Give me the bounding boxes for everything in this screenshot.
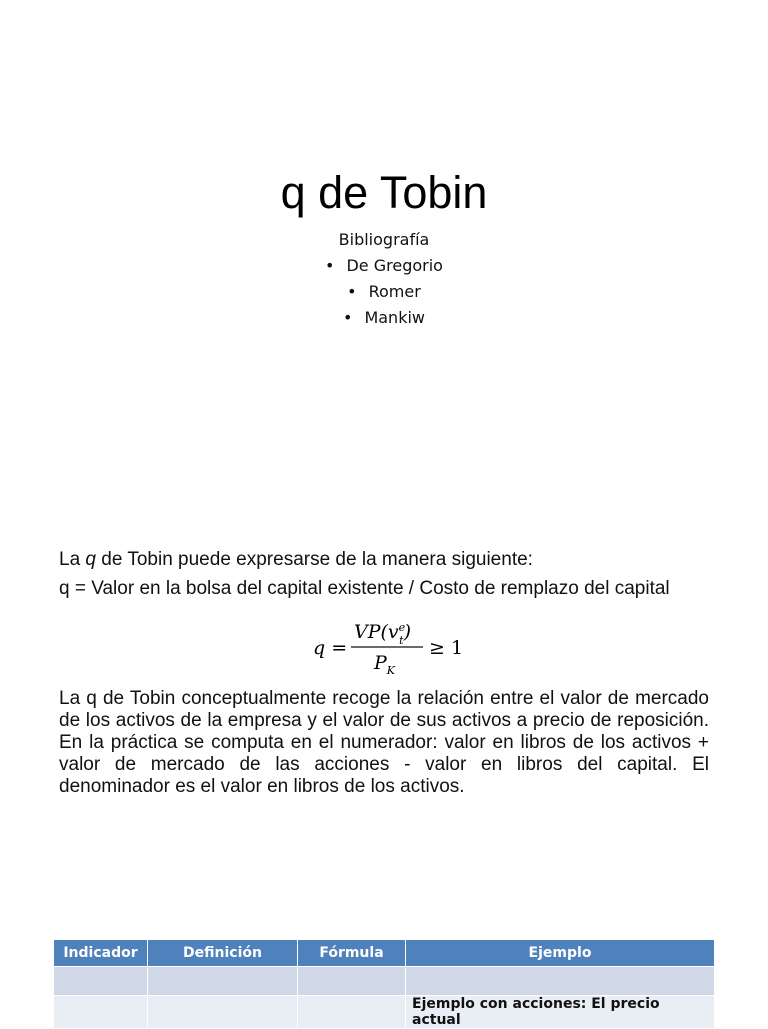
intro-q-symbol: q	[85, 549, 96, 570]
column-header-definicion: Definición	[148, 940, 298, 967]
slide-title: q de Tobin	[280, 167, 488, 218]
indicator-table	[53, 939, 715, 1029]
bibliography-item-label: Mankiw	[364, 308, 425, 327]
formula-subscript: t	[399, 634, 404, 647]
formula-relation: ≥ 1	[429, 637, 464, 659]
tobin-q-formula	[0, 618, 768, 676]
table-cell	[298, 967, 406, 996]
bibliography-item	[0, 253, 768, 279]
formula-denominator	[373, 652, 396, 676]
bibliography-item-label: De Gregorio	[346, 256, 443, 275]
bullet-icon: •	[343, 308, 353, 327]
bibliography-item-label: Romer	[368, 282, 421, 301]
formula-superscript: e	[398, 621, 406, 634]
table-cell	[406, 967, 715, 996]
intro-paragraph	[59, 549, 709, 571]
bibliography-item	[0, 279, 768, 305]
table-header-row	[54, 940, 715, 967]
bibliography-heading: Bibliografía	[338, 230, 430, 249]
formula-close-paren: )	[403, 621, 412, 643]
table-cell	[148, 967, 298, 996]
column-header-indicador: Indicador	[54, 940, 148, 967]
bullet-icon: •	[325, 256, 335, 275]
content-slide	[0, 520, 768, 1028]
table-row	[54, 967, 715, 996]
explanation-paragraph: La q de Tobin conceptualmente recoge la relación entre el valor de mercado de los activos de la empresa y el valor de sus activos a precio de reposición. En la práctica se computa en el numerador: valor en libros de los activos + valor de mercado de las acciones - valor en libros del capital. El denominador es el valor en libros de los activos.	[59, 688, 709, 797]
column-header-formula: Fórmula	[298, 940, 406, 967]
formula-numerator-text: VP(v	[354, 621, 399, 643]
column-header-ejemplo: Ejemplo	[406, 940, 715, 967]
formula-denominator-text: P	[374, 652, 387, 674]
bibliography-item	[0, 305, 768, 331]
intro-suffix: de Tobin puede expresarse de la manera siguiente:	[96, 549, 533, 570]
bibliography-block	[0, 227, 768, 331]
formula-lhs: q =	[313, 637, 348, 659]
bullet-icon: •	[347, 282, 357, 301]
formula-numerator	[354, 621, 411, 647]
table-cell	[54, 967, 148, 996]
table-cell: Ejemplo con acciones: El precio actual	[406, 996, 715, 1029]
intro-prefix: La	[59, 549, 86, 570]
formula-denominator-subscript: K	[386, 664, 396, 676]
definition-paragraph: q = Valor en la bolsa del capital existente / Costo de remplazo del capital	[59, 578, 670, 599]
